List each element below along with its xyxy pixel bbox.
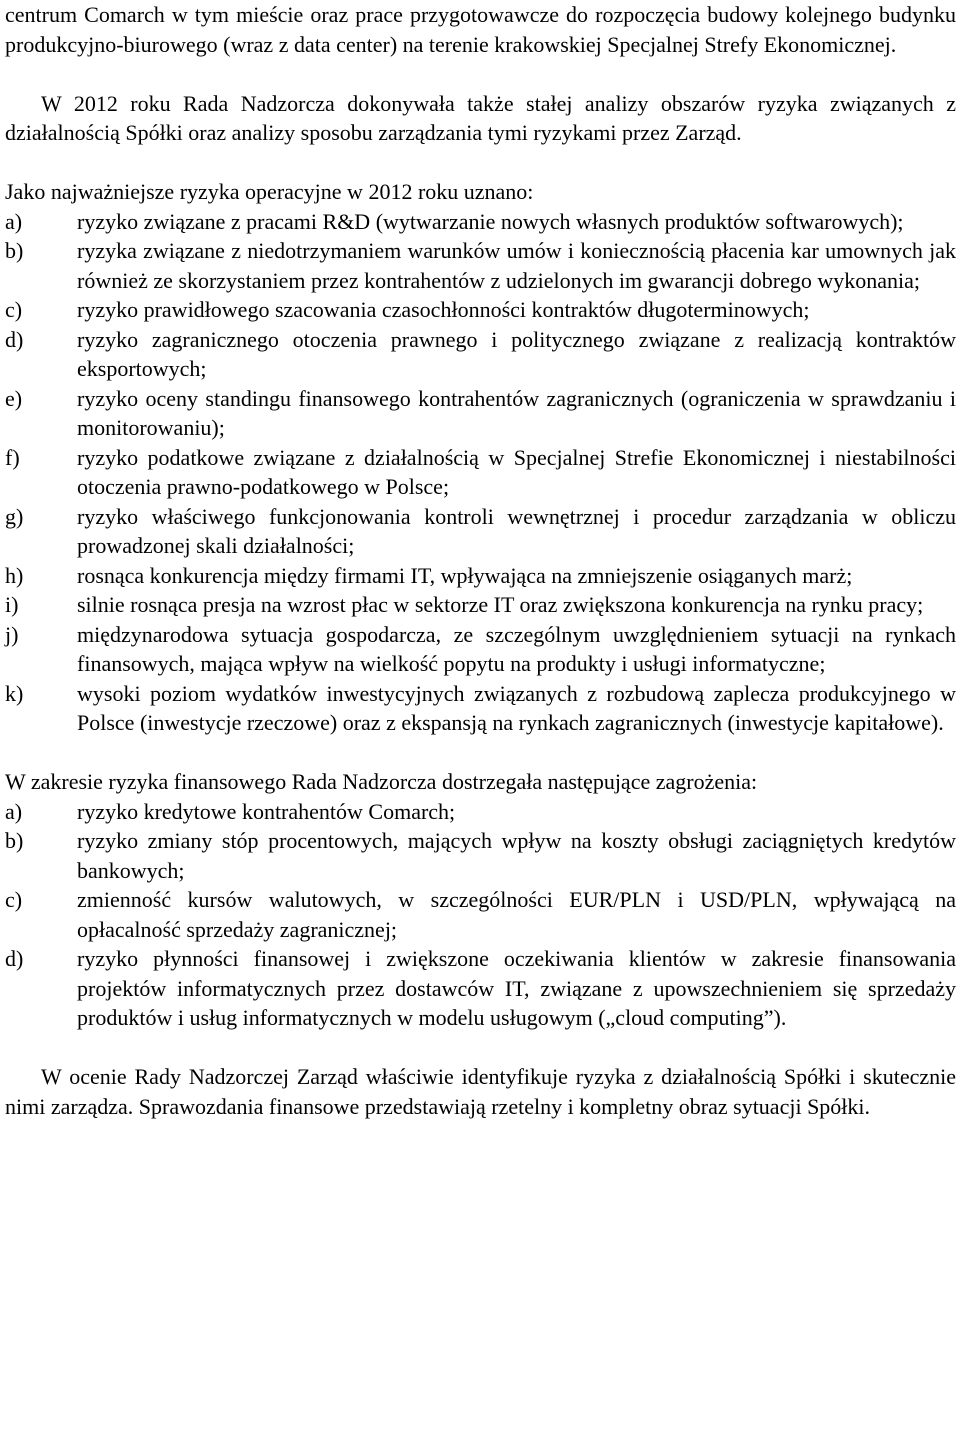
list-item: [5, 295, 956, 325]
list-item: [5, 236, 956, 295]
list-item-text: ryzyko płynności finansowej i zwiększone oczekiwania klientów w zakresie finansowania projektów informatycznych przez dostawców IT, związane z upowszechnieniem się sprzedaży produktów i usług informatycznych w modelu usługowym („cloud computing”).: [77, 946, 956, 1030]
list-item: [5, 885, 956, 944]
list-item-letter: d): [5, 326, 24, 352]
list-item-text: ryzyko właściwego funkcjonowania kontroli wewnętrznej i procedur zarządzania w obliczu prowadzonej skali działalności;: [77, 503, 956, 558]
list-item: [5, 325, 956, 384]
list-item-letter: i): [5, 592, 19, 617]
list-item-text: ryzyko zmiany stóp procentowych, mających wpływ na koszty obsługi zaciągniętych kredytów bankowych;: [77, 828, 956, 883]
list-item-letter: k): [5, 680, 24, 706]
list-item: [5, 826, 956, 885]
list-item-letter: a): [5, 208, 23, 234]
financial-risks-list: [5, 797, 956, 1033]
list-item: [5, 443, 956, 502]
list-item-text: ryzyka związane z niedotrzymaniem warunków umów i koniecznością płacenia kar umownych jak również ze skorzystaniem przez kontrahentów z udzielonych im gwarancji dobrego wykonania;: [77, 238, 956, 293]
list-item-letter: d): [5, 946, 24, 971]
list-item-text: ryzyko oceny standingu finansowego kontrahentów zagranicznych (ograniczenia w sprawdzaniu i monitorowaniu);: [77, 385, 956, 440]
operational-risks-list: [5, 207, 956, 738]
list-item-letter: j): [5, 621, 19, 647]
list-item-text: międzynarodowa sytuacja gospodarcza, ze szczególnym uwzględnieniem sytuacji na rynkach finansowych, mająca wpływ na wielkość popytu na produkty i usługi informatyczne;: [77, 621, 956, 676]
list-item: [5, 620, 956, 679]
list-item-text: ryzyko podatkowe związane z działalnością w Specjalnej Strefie Ekonomicznej i niestabilności otoczenia prawno-podatkowego w Polsce;: [77, 444, 956, 499]
financial-risks-heading: W zakresie ryzyka finansowego Rada Nadzorcza dostrzegała następujące zagrożenia:: [5, 769, 758, 794]
list-item-letter: c): [5, 297, 23, 322]
list-item-text: zmienność kursów walutowych, w szczególności EUR/PLN i USD/PLN, wpływającą na opłacalność sprzedaży zagranicznej;: [77, 887, 956, 942]
list-item: [5, 502, 956, 561]
list-item: [5, 384, 956, 443]
list-item-text: ryzyko kredytowe kontrahentów Comarch;: [77, 798, 456, 824]
conclusion-paragraph: W ocenie Rady Nadzorczej Zarząd właściwie identyfikuje ryzyka z działalnością Spółki i skutecznie nimi zarządza. Sprawozdania finansowe przedstawiają rzetelny i kompletny obraz sytuacji Spółki.: [5, 1064, 956, 1119]
list-item-letter: g): [5, 503, 24, 529]
intro-continuation-paragraph: centrum Comarch w tym mieście oraz prace przygotowawcze do rozpoczęcia budowy kolejnego budynku produkcyjno-biurowego (wraz z data center) na terenie krakowskiej Specjalnej Strefy Ekonomicznej.: [5, 2, 956, 57]
list-item: [5, 561, 956, 591]
list-item-text: ryzyko zagranicznego otoczenia prawnego i politycznego związane z realizacją kontraktów eksportowych;: [77, 326, 956, 381]
list-item-letter: c): [5, 887, 23, 912]
list-item: [5, 944, 956, 1033]
list-item: [5, 679, 956, 738]
list-item-text: ryzyko związane z pracami R&D (wytwarzanie nowych własnych produktów softwarowych);: [77, 208, 904, 234]
list-item: [5, 590, 956, 620]
list-item-text: ryzyko prawidłowego szacowania czasochłonności kontraktów długoterminowych;: [77, 297, 810, 322]
list-item-letter: f): [5, 444, 20, 470]
list-item-text: rosnąca konkurencja między firmami IT, wpływająca na zmniejszenie osiąganych marż;: [77, 562, 853, 588]
list-item-letter: a): [5, 798, 23, 824]
list-item: [5, 207, 956, 237]
risk-analysis-paragraph: W 2012 roku Rada Nadzorcza dokonywała także stałej analizy obszarów ryzyka związanych z działalnością Spółki oraz analizy sposobu zarządzania tymi ryzykami przez Zarząd.: [5, 90, 956, 145]
list-item-text: wysoki poziom wydatków inwestycyjnych związanych z rozbudową zaplecza produkcyjnego w Polsce (inwestycje rzeczowe) oraz z ekspansją na rynkach zagranicznych (inwestycje kapitałowe).: [77, 680, 956, 735]
list-item-letter: b): [5, 238, 24, 263]
list-item-text: silnie rosnąca presja na wzrost płac w sektorze IT oraz zwiększona konkurencja na rynku pracy;: [77, 592, 924, 617]
list-item-letter: b): [5, 828, 24, 853]
list-item-letter: e): [5, 385, 23, 411]
operational-risks-heading: Jako najważniejsze ryzyka operacyjne w 2012 roku uznano:: [5, 179, 534, 204]
list-item-letter: h): [5, 562, 24, 588]
list-item: [5, 797, 956, 827]
